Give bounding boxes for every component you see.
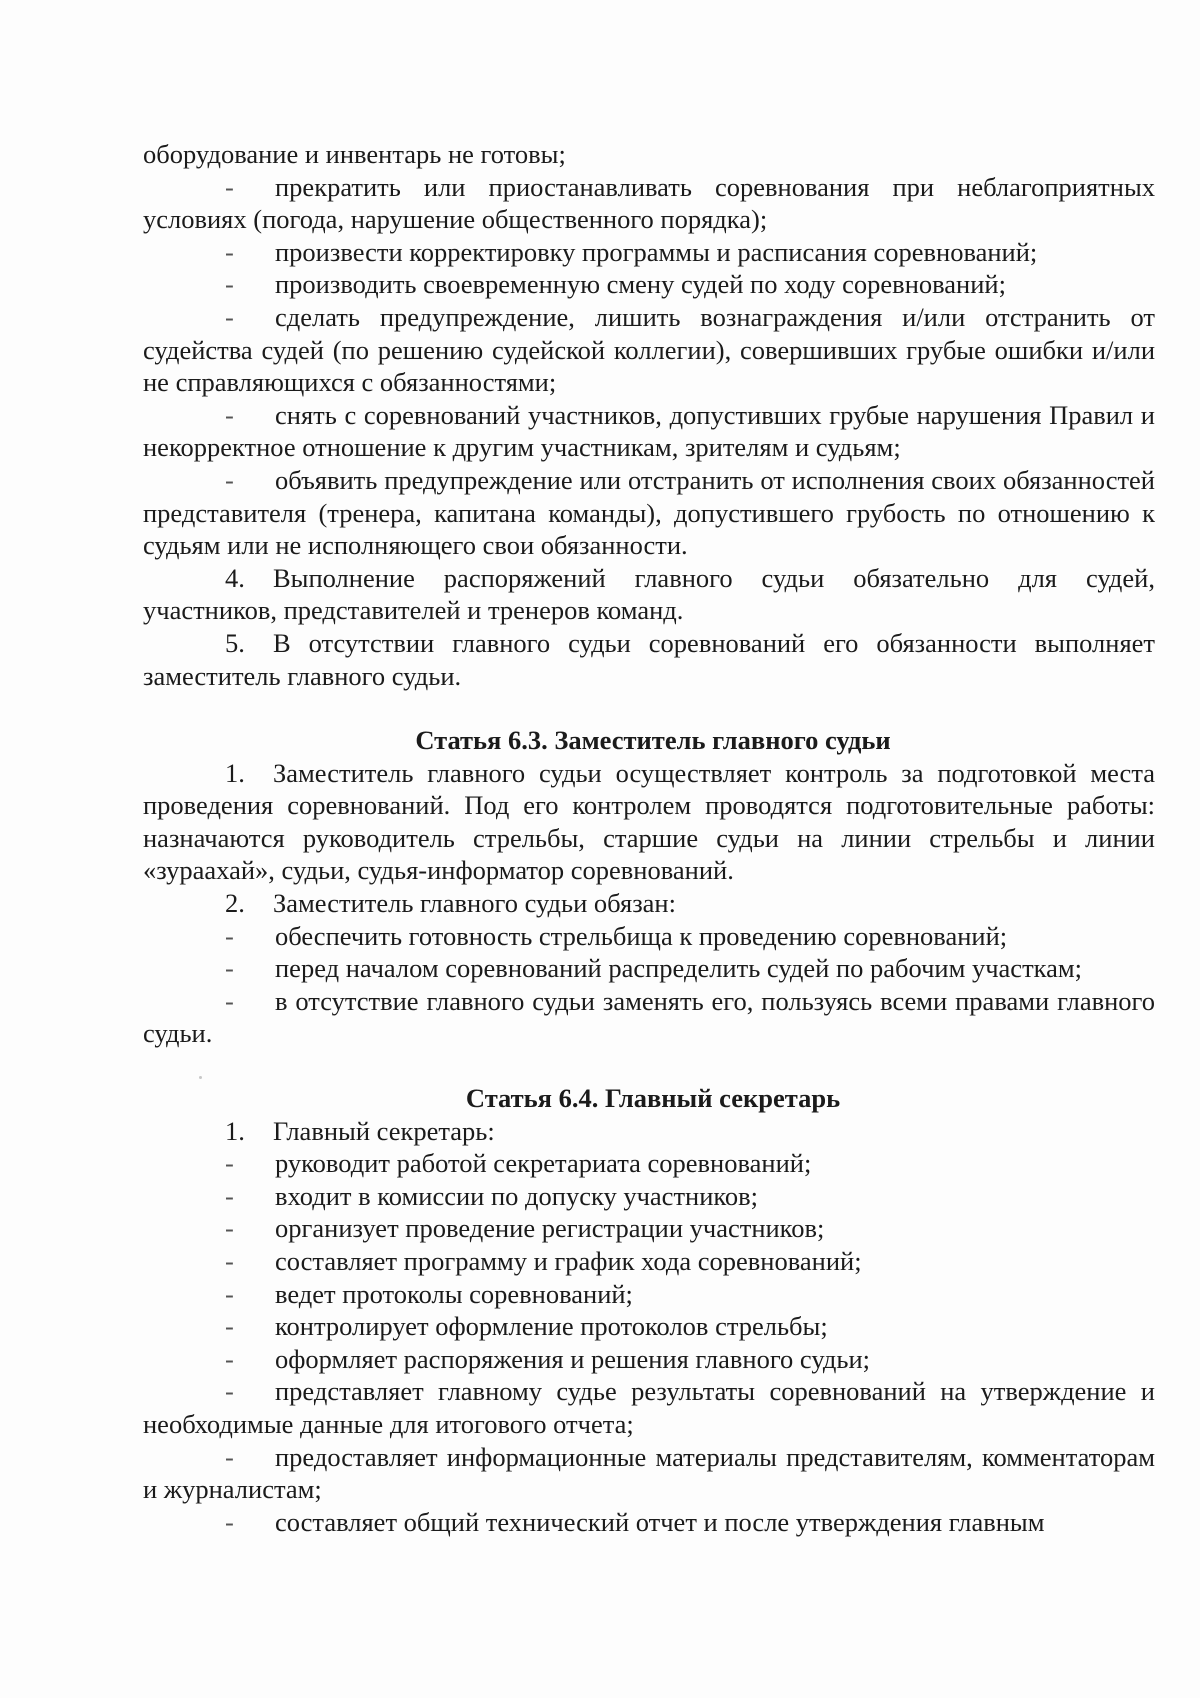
- list-item-text: организует проведение регистрации участников;: [275, 1213, 825, 1244]
- bullet-dash: -: [225, 301, 234, 332]
- paragraph-text: В отсутствии главного судьи соревнований его обязанности выполняет заместитель главного судьи.: [143, 627, 1155, 691]
- list-item-text: оформляет распоряжения и решения главного судьи;: [275, 1343, 871, 1374]
- list-item: [143, 1506, 1155, 1539]
- bullet-dash: -: [225, 464, 234, 495]
- list-item-text: руководит работой секретариата соревнований;: [275, 1148, 812, 1179]
- list-item-text: составляет программу и график хода соревнований;: [275, 1246, 862, 1276]
- bullet-dash: -: [225, 985, 234, 1016]
- paragraph-text: Заместитель главного судьи осуществляет контроль за подготовкой места проведения соревнований. Под его контролем проводятся подготовительные работы: назначаются руководитель стрельбы, старшие судьи на линии стрельбы и линии «зураахай», судьи, судья-информатор соревнований.: [143, 757, 1155, 886]
- bullet-dash: -: [225, 1441, 234, 1472]
- list-item: [143, 1375, 1155, 1440]
- list-item: [143, 1147, 1155, 1180]
- paragraph-number: 4.: [225, 562, 245, 593]
- paragraph-number: 2.: [225, 888, 245, 919]
- list-item-text: обеспечить готовность стрельбища к проведению соревнований;: [275, 920, 1008, 951]
- list-item: [143, 1212, 1155, 1245]
- section-gap: [143, 1050, 1155, 1082]
- list-item-text: перед началом соревнований распределить судей по рабочим участкам;: [275, 953, 1083, 984]
- list-item: [143, 399, 1155, 464]
- section-heading-6-3: Статья 6.3. Заместитель главного судьи: [415, 725, 891, 756]
- paragraph-text: Выполнение распоряжений главного судьи обязательно для судей, участников, представителей и тренеров команд.: [143, 562, 1155, 626]
- list-item: [143, 1180, 1155, 1213]
- list-item: [143, 1245, 1155, 1278]
- bullet-dash: -: [225, 1376, 234, 1407]
- list-item-text: в отсутствие главного судьи заменять его, пользуясь всеми правами главного судьи.: [143, 985, 1155, 1049]
- list-item: [143, 268, 1155, 301]
- list-item-text: входит в комиссии по допуску участников;: [275, 1180, 759, 1211]
- list-item-text: снять с соревнований участников, допустивших грубые нарушения Правил и некорректное отношение к другим участникам, зрителям и судьям;: [143, 399, 1155, 463]
- list-item: [143, 236, 1155, 269]
- bullet-dash: -: [225, 1343, 234, 1374]
- list-item: [143, 301, 1155, 399]
- list-item: [143, 952, 1155, 985]
- bullet-dash: -: [225, 1506, 234, 1537]
- bullet-dash: -: [225, 1311, 234, 1342]
- list-item: [143, 985, 1155, 1050]
- numbered-paragraph: [143, 627, 1155, 692]
- list-item: [143, 1441, 1155, 1506]
- bullet-dash: -: [225, 1213, 234, 1244]
- document-body: [143, 138, 1155, 1538]
- paragraph-number: 1.: [225, 1115, 245, 1146]
- list-item: [143, 1310, 1155, 1343]
- list-item-text: сделать предупреждение, лишить вознаграждения и/или отстранить от судейства судей (по решению судейской коллегии), совершивших грубые ошибки и/или не справляющихся с обязанностями;: [143, 301, 1155, 398]
- bullet-dash: -: [225, 269, 234, 300]
- paragraph-text: Заместитель главного судьи обязан:: [273, 888, 676, 919]
- bullet-dash: -: [225, 1246, 234, 1276]
- section-heading-6-4: Статья 6.4. Главный секретарь: [465, 1083, 841, 1114]
- paragraph-continuation: оборудование и инвентарь не готовы;: [143, 139, 566, 169]
- list-item: [143, 920, 1155, 953]
- bullet-dash: -: [225, 1180, 234, 1211]
- bullet-dash: -: [225, 171, 234, 202]
- numbered-paragraph: [143, 887, 1155, 920]
- list-item-text: объявить предупреждение или отстранить от исполнения своих обязанностей представителя (тренера, капитана команды), допустившего грубость по отношению к судьям или не исполняющего свои обязанности.: [143, 464, 1155, 561]
- list-item: [143, 1278, 1155, 1311]
- bullet-dash: -: [225, 920, 234, 951]
- bullet-dash: -: [225, 1148, 234, 1179]
- bullet-dash: -: [225, 953, 234, 984]
- list-item-text: представляет главному судье результаты соревнований на утверждение и необходимые данные для итогового отчета;: [143, 1376, 1155, 1439]
- numbered-paragraph: [143, 757, 1155, 887]
- bullet-dash: -: [225, 399, 234, 430]
- list-item-text: производить своевременную смену судей по ходу соревнований;: [275, 269, 1006, 300]
- bullet-dash: -: [225, 1278, 234, 1309]
- list-item: [143, 464, 1155, 562]
- list-item: [143, 171, 1155, 236]
- list-item: [143, 1343, 1155, 1376]
- numbered-paragraph: [143, 562, 1155, 627]
- list-item-text: составляет общий технический отчет и после утверждения главным: [275, 1506, 1045, 1537]
- bullet-dash: -: [225, 236, 234, 267]
- paragraph-number: 1.: [225, 757, 245, 788]
- section-gap: [143, 692, 1155, 724]
- list-item-text: контролирует оформление протоколов стрельбы;: [275, 1311, 828, 1342]
- list-item-text: предоставляет информационные материалы представителям, комментаторам и журналистам;: [143, 1441, 1155, 1505]
- list-item-text: ведет протоколы соревнований;: [275, 1278, 633, 1309]
- list-item-text: прекратить или приостанавливать соревнования при неблагоприятных условиях (погода, нарушение общественного порядка);: [143, 171, 1155, 235]
- list-item-text: произвести корректировку программы и расписания соревнований;: [275, 236, 1038, 267]
- paragraph-text: Главный секретарь:: [273, 1115, 495, 1146]
- paragraph-number: 5.: [225, 627, 245, 658]
- numbered-paragraph: [143, 1115, 1155, 1148]
